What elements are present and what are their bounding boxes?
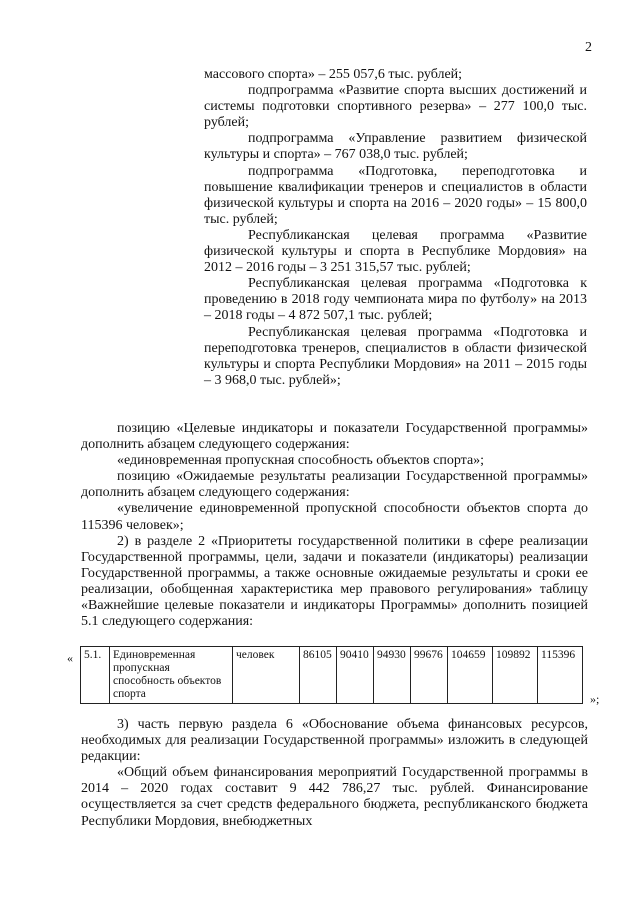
paragraph: 3) часть первую раздела 6 «Обоснование объема финансовых ресурсов, необходимых для реализации Государственной программы» изложить в следующей редакции:: [81, 717, 588, 765]
table-cell: 5.1.: [81, 647, 110, 704]
paragraph: Республиканская целевая программа «Подготовка и переподготовка тренеров, специалистов в области физической культуры и спорта Республики Мордовия» на 2011 – 2015 годы – 3 968,0 тыс. рублей»;: [204, 324, 587, 388]
paragraph: «Общий объем финансирования мероприятий Государственной программы в 2014 – 2020 годах составит 9 442 786,27 тыс. рублей. Финансирование осуществляется за счет средств федерального бюджета, республиканского бюджета Республики Мордовия, внебюджетных: [81, 765, 588, 829]
body-text-1: [81, 421, 588, 630]
table-cell: 104659: [448, 647, 493, 704]
table-cell: 86105: [300, 647, 337, 704]
paragraph: позицию «Ожидаемые результаты реализации Государственной программы» дополнить абзацем следующего содержания:: [81, 469, 588, 501]
page-number: 2: [585, 40, 592, 55]
paragraph: «увеличение единовременной пропускной способности объектов спорта до 115396 человек»;: [81, 501, 588, 533]
table-cell: 109892: [493, 647, 538, 704]
paragraph: позицию «Целевые индикаторы и показатели Государственной программы» дополнить абзацем следующего содержания:: [81, 421, 588, 453]
paragraph: подпрограмма «Управление развитием физической культуры и спорта» – 767 038,0 тыс. рублей;: [204, 131, 587, 163]
table-cell: человек: [233, 647, 300, 704]
right-column-text: [204, 67, 587, 389]
paragraph: Республиканская целевая программа «Развитие физической культуры и спорта в Республике Мордовия» на 2012 – 2016 годы – 3 251 315,57 тыс. рублей;: [204, 227, 587, 276]
paragraph: 2) в разделе 2 «Приоритеты государственной политики в сфере реализации Государственной программы, цели, задачи и показатели (индикаторы) реализации Государственной программы, а также основные ожидаемые результаты и сроки ее реализации, обобщенная характеристика мер правового регулирования» таблицу «Важнейшие целевые показатели и индикаторы Программы» дополнить позицией 5.1 следующего содержания:: [81, 533, 588, 630]
quote-close: »;: [590, 692, 600, 706]
paragraph: подпрограмма «Развитие спорта высших достижений и системы подготовки спортивного резерва» – 277 100,0 тыс. рублей;: [204, 83, 587, 131]
paragraph: Республиканская целевая программа «Подготовка к проведению в 2018 году чемпионата мира по футболу» на 2013 – 2018 годы – 4 872 507,1 тыс. рублей;: [204, 276, 587, 324]
table-cell: 94930: [374, 647, 411, 704]
table-row: [81, 647, 583, 704]
table-cell: 90410: [337, 647, 374, 704]
table-cell: Единовременная пропускная способность объектов спорта: [110, 647, 233, 704]
quote-open: «: [67, 651, 73, 665]
paragraph: «единовременная пропускная способность объектов спорта»;: [117, 453, 485, 469]
table-cell: 99676: [411, 647, 448, 704]
indicator-table: [80, 646, 583, 704]
paragraph: подпрограмма «Подготовка, переподготовка и повышение квалификации тренеров и специалистов в области физической культуры и спорта на 2016 – 2020 годы» – 15 800,0 тыс. рублей;: [204, 163, 587, 227]
table-cell: 115396: [538, 647, 583, 704]
paragraph: массового спорта» – 255 057,6 тыс. рублей;: [204, 67, 463, 82]
body-text-2: [81, 717, 588, 830]
